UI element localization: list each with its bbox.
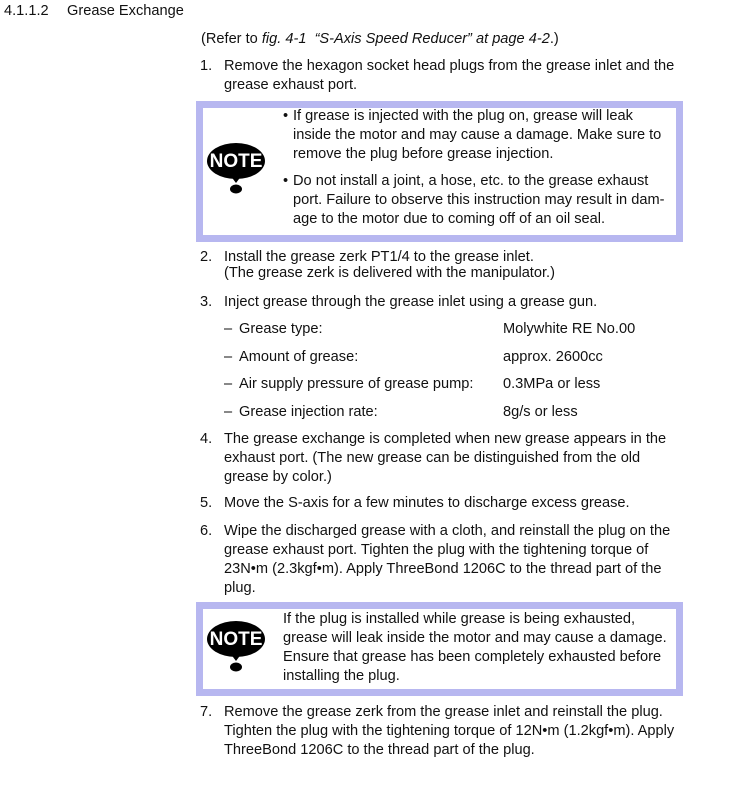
step-7-line-3: ThreeBond 1206C to the thread part of the plug.	[224, 742, 535, 758]
step-2-line-2: (The grease zerk is delivered with the manipulator.)	[224, 265, 555, 281]
section-number: 4.1.1.2	[4, 3, 49, 19]
spec-value: 8g/s or less	[503, 404, 578, 420]
refer-line	[201, 31, 559, 47]
step-2-number: 2.	[200, 249, 213, 265]
spec-label: Grease type:	[239, 321, 323, 337]
spec-value: 0.3MPa or less	[503, 376, 601, 392]
note2-line-3: Ensure that grease has been completely exhausted before	[283, 649, 662, 665]
note1-b2-line-1: Do not install a joint, a hose, etc. to the grease exhaust	[293, 173, 649, 189]
note-icon	[206, 619, 266, 679]
spec-dash: –	[224, 321, 233, 337]
step-2-line-1: Install the grease zerk PT1/4 to the grease inlet.	[224, 249, 534, 265]
note-icon	[206, 141, 266, 201]
note1-bullet-1: •	[283, 108, 289, 124]
refer-title[interactable]: “S-Axis Speed Reducer” at page 4-2	[314, 31, 550, 47]
note1-b2-line-3: age to the motor due to coming off of an oil seal.	[293, 211, 606, 227]
step-3-line-1: Inject grease through the grease inlet using a grease gun.	[224, 294, 598, 310]
refer-suffix: .)	[549, 31, 559, 47]
step-4-line-1: The grease exchange is completed when new grease appears in the	[224, 431, 667, 447]
step-1-number: 1.	[200, 58, 213, 74]
note2-line-4: installing the plug.	[283, 668, 400, 684]
spec-label: Grease injection rate:	[239, 404, 378, 420]
spec-value: Molywhite RE No.00	[503, 321, 636, 337]
spec-label: Amount of grease:	[239, 349, 359, 365]
step-1-line-2: grease exhaust port.	[224, 77, 358, 93]
section-title: Grease Exchange	[67, 3, 184, 19]
note1-b1-line-3: remove the plug before grease injection.	[293, 146, 554, 162]
spec-dash: –	[224, 404, 233, 420]
spec-dash: –	[224, 376, 233, 392]
step-6-number: 6.	[200, 523, 213, 539]
note-icon-label: NOTE	[209, 629, 263, 650]
note2-line-1: If the plug is installed while grease is being exhausted,	[283, 611, 636, 627]
spec-dash: –	[224, 349, 233, 365]
refer-fig[interactable]: fig. 4-1	[261, 31, 307, 47]
refer-prefix: (Refer to	[201, 31, 262, 47]
step-3-number: 3.	[200, 294, 213, 310]
note1-b2-line-2: port. Failure to observe this instruction may result in dam-	[293, 192, 665, 208]
step-6-line-4: plug.	[224, 580, 256, 596]
step-6-line-3: 23N•m (2.3kgf•m). Apply ThreeBond 1206C to the thread part of the	[224, 561, 662, 577]
step-7-number: 7.	[200, 704, 213, 720]
step-6-line-1: Wipe the discharged grease with a cloth, and reinstall the plug on the	[224, 523, 671, 539]
note2-line-2: grease will leak inside the motor and may cause a damage.	[283, 630, 667, 646]
step-4-number: 4.	[200, 431, 213, 447]
spec-label: Air supply pressure of grease pump:	[239, 376, 474, 392]
note-icon-label: NOTE	[209, 151, 263, 172]
step-7-line-1: Remove the grease zerk from the grease inlet and reinstall the plug.	[224, 704, 663, 720]
note1-bullet-2: •	[283, 173, 289, 189]
note1-b1-line-1: If grease is injected with the plug on, grease will leak	[293, 108, 633, 124]
note-icon-graphic	[206, 619, 266, 679]
note-icon-graphic	[206, 141, 266, 201]
step-4-line-3: grease by color.)	[224, 469, 332, 485]
step-6-line-2: grease exhaust port. Tighten the plug with the tightening torque of	[224, 542, 649, 558]
step-7-line-2: Tighten the plug with the tightening torque of 12N•m (1.2kgf•m). Apply	[224, 723, 675, 739]
step-5-number: 5.	[200, 495, 213, 511]
spec-value: approx. 2600cc	[503, 349, 603, 365]
step-1-line-1: Remove the hexagon socket head plugs from the grease inlet and the	[224, 58, 675, 74]
note1-b1-line-2: inside the motor and may cause a damage. Make sure to	[293, 127, 662, 143]
step-5-line-1: Move the S-axis for a few minutes to discharge excess grease.	[224, 495, 630, 511]
step-4-line-2: exhaust port. (The new grease can be distinguished from the old	[224, 450, 641, 466]
